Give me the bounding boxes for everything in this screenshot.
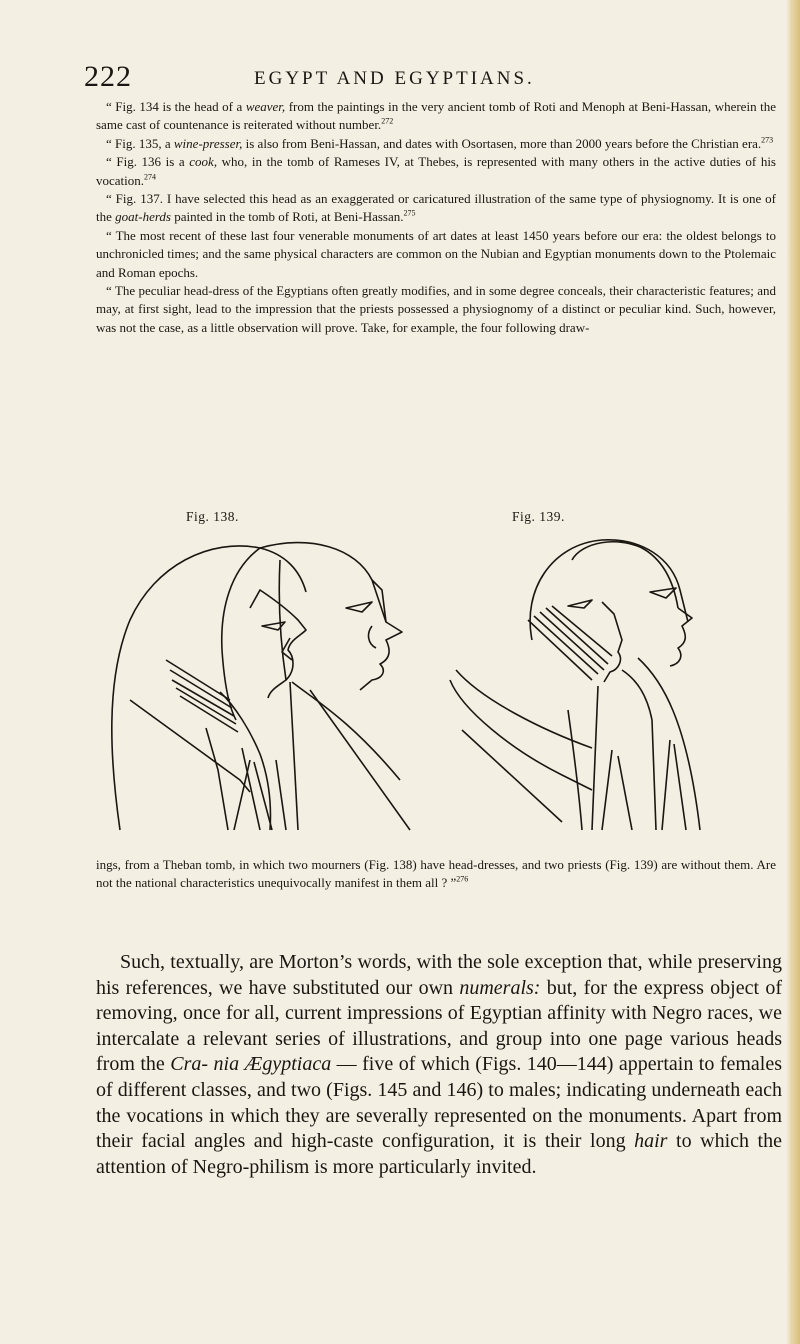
- quote-continuation-paragraph: ings, from a Theban tomb, in which two mourners (Fig. 138) have head-dresses, and two priests (Fig. 139) are without them. Are not the national characteristics unequivocally manifest in them all ? ”$^{276}$: [96, 857, 776, 891]
- quote-paragraph-fig134: “ Fig. 134 is the head of a weaver, from the paintings in the very ancient tomb of Roti and Menoph at Beni-Hassan, wherein the same cast of countenance is reiterated without number.$^{272}$: [96, 99, 776, 133]
- footnote-ref: 272: [381, 117, 394, 127]
- quote-paragraph-monuments: “ The most recent of these last four venerable monuments of art dates at least 1450 years before our era: the oldest belongs to unchronicled times; and the same physical characters are common on the Nubian and Egyptian monuments down to the Ptolemaic and Roman epochs.: [96, 227, 776, 280]
- quote-paragraph-head-dress: “ The peculiar head-dress of the Egyptians often greatly modifies, and in some degree conceals, their characteristic features; and may, at first sight, lead to the impression that the priests possessed a physiognomy of a distinct or peculiar kind. Such, however, was not the case, as a little observation will prove. Take, for example, the four following draw-: [96, 283, 776, 335]
- page-edge: [786, 0, 800, 1344]
- footnote-ref: 273: [761, 135, 774, 145]
- running-head: EGYPT AND EGYPTIANS.: [254, 68, 535, 89]
- fig-139-illustration: [442, 530, 702, 832]
- quote-paragraph-fig135: “ Fig. 135, a wine-presser, is also from Beni-Hassan, and dates with Osortasen, more than 2000 years before the Christian era.$^{273}$: [106, 135, 774, 151]
- page-header: [84, 60, 744, 96]
- page-number: 222: [84, 60, 132, 93]
- quoted-text-block: [96, 98, 776, 337]
- footnote-ref: 274: [144, 172, 157, 182]
- footnote-ref: 276: [456, 875, 469, 885]
- quoted-text-continuation: [96, 856, 776, 893]
- quote-paragraph-fig137: “ Fig. 137. I have selected this head as an exaggerated or caricatured illustration of the same type of physiognomy. It is one of the goat-herds painted in the tomb of Roti, at Beni-Hassan.$^{275}$: [96, 191, 776, 225]
- fig-139-caption: Fig. 139.: [512, 509, 565, 524]
- fig-138-caption: Fig. 138.: [186, 509, 239, 524]
- footnote-ref: 275: [403, 209, 416, 219]
- main-paragraph: Such, textually, are Morton’s words, with the sole exception that, while preserving his references, we have substituted our own numerals: but, for the express object of removing, once for all, current impressions of Egyptian affinity with Negro races, we intercalate a relevant series of illustrations, and group into one page various heads from the Cra- nia Ægyptiaca — five of which (Figs. 140—144) appertain to females of different classes, and two (Figs. 145 and 146) to males; indicating underneath each the vocations in which they are severally represented on the monuments. Apart from their facial angles and high-caste configuration, it is their long hair to which the attention of Negro-philism is more particularly invited.: [96, 951, 783, 1178]
- main-body-text: [96, 950, 782, 1180]
- quote-paragraph-fig136: “ Fig. 136 is a cook, who, in the tomb of Rameses IV, at Thebes, is represented with many others in the active duties of his vocation.$^{274}$: [96, 154, 776, 188]
- fig-138-illustration: [110, 530, 420, 848]
